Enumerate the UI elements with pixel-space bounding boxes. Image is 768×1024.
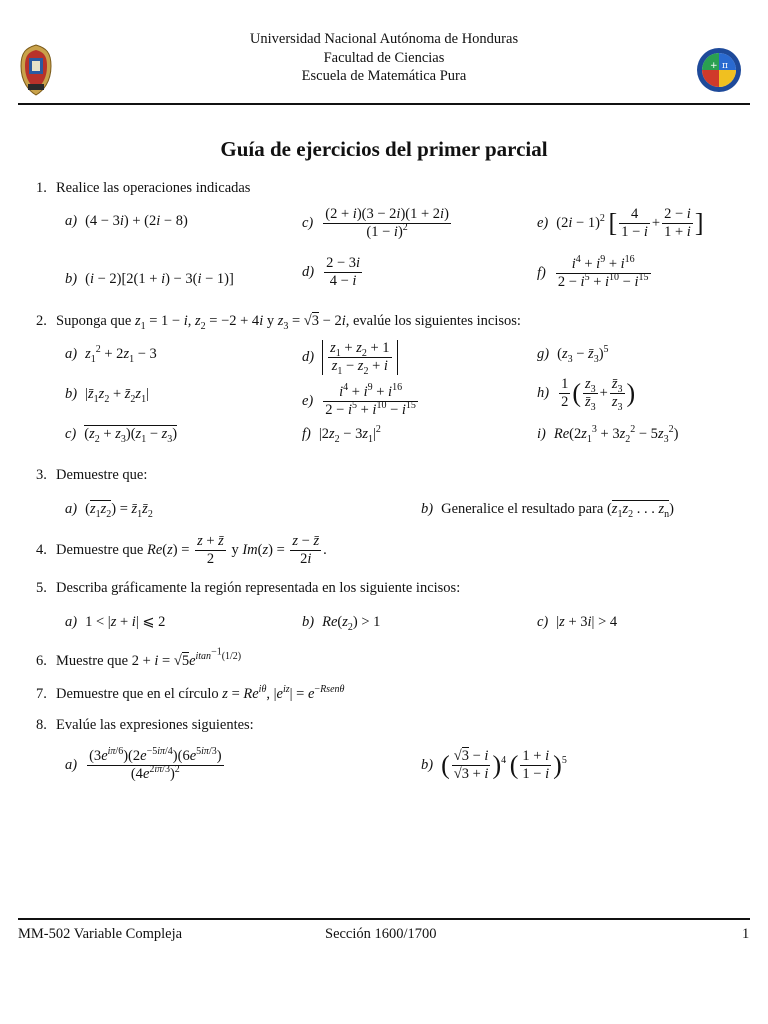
page-title: Guía de ejercicios del primer parcial [220,137,548,161]
q2-item-d: d) $\frac{z_1 + z_2 + 1}{z_1 - z_2 + i}$ [302,340,398,375]
q2-item-f: f) $|2z_2 - 3z_1|^2$ [302,424,381,445]
question-6: 6. Muestre que $2 + i = √5e^{itan^{-1}(1/2)}$ [36,647,242,670]
question-7: 7. Demuestre que en el círculo $z = Re^{i\theta}$, $|e^{iz}| = e^{-Rsen\theta}$ [36,684,345,702]
q2-item-c: c) $(z_2 + z_3)(z_1 - z_3)$ [65,426,178,445]
question-1: 1. Realice las operaciones indicadas [36,180,251,196]
question-2: 2. Suponga que $z_1 = 1 - i$, $z_2 = -2 + 4i$ y $z_3 = √3 - 2i$, evalúe los siguientes incisos: [36,313,521,332]
q1-item-c: c) $\frac{(2 + i)(3 - 2i)(1 + 2i)}{(1 - i)^2}$ [302,206,449,240]
q2-item-b: b) $|z̄_1z_2$ + $z̄_2z_1|$ [65,386,149,405]
q5-item-b: b) $Re(z_2) > 1$ [302,614,381,633]
q1-item-b: b) (i − 2)[2(1 + i) − 3(i − 1)] [65,271,234,287]
q2-item-h: h) $\frac{1}{2}$ ( $\frac{z_3}{z̄_3}$ + $\frac{z̄_3}{z_3}$ ) [537,376,636,413]
footer-course: MM-502 Variable Compleja [18,926,183,942]
q3-item-b: b) Generalice el resultado para ($z_1z_2$ . . . $z_n$) [421,501,674,520]
header-rule [18,103,750,105]
q1-item-d: d) $\frac{2 - 3i}{4 - i}$ [302,255,361,289]
question-8: 8. Evalúe las expresiones siguientes: [36,717,254,733]
q5-item-a: a) 1 < |z + i| ⩽ 2 [65,614,166,630]
university-name: Universidad Nacional Autónoma de Honduras [249,31,519,47]
q1-item-a: a) (4 − 3i) + (2i − 8) [65,213,188,229]
q8-item-b: b) ( $\frac{√3 - i}{√3 + i}$ )$^4$ ( $\frac{1 + i}{1 - i}$ )$^5$ [421,748,567,782]
svg-text:π: π [722,61,728,71]
q2-item-g: g) ($z_3$ − $z̄_3)^5$ [537,344,609,365]
q3-item-a: a) $(z_1z_2)$ = $z̄_1z̄_2$ [65,501,153,520]
question-4: 4. Demuestre que Re(z) = $\frac{z + z̄}{2}$ y Im(z) = $\frac{z - z̄}{2i}$ . [36,533,327,567]
q1-item-e: e) $(2i - 1)^2$ [ $\frac{4}{1 - i}$ + $\frac{2 - i}{1 + i}$ ] [537,206,704,240]
matematica-logo [696,46,742,96]
q2-item-a: a) $z_1^2 + 2z_1 - 3$ [65,344,157,365]
school-name: Escuela de Matemática Pura [301,68,467,84]
q1-item-f: f) $\frac{i^4 + i^9 + i^{16}}{2 - i^5 + i^{10} - i^{15}}$ [537,254,649,290]
header [0,30,768,86]
svg-text:+: + [710,61,718,71]
question-3: 3. Demuestre que: [36,467,148,483]
q5-item-c: c) |z + 3i| > 4 [537,614,618,630]
q2-item-i: i) $Re(2z_1^3 + 3z_2^2 - 5z_3^2)$ [537,424,679,445]
faculty-name: Facultad de Ciencias [323,49,445,66]
footer-rule [18,918,750,920]
footer-section: Sección 1600/1700 [325,926,437,942]
page-number: 1 [742,926,750,942]
question-5: 5. Describa gráficamente la región representada en los siguiente incisos: [36,580,461,596]
q8-item-a: a) $\frac{(3e^{i\pi/6})(2e^{-5i\pi/4})(6e^{5i\pi/3})}{(4e^{2i\pi/3})^2}$ [65,746,222,782]
q2-item-e: e) $\frac{i^4 + i^9 + i^{16}}{2 - i^5 + i^{10} - i^{15}}$ [302,382,416,418]
